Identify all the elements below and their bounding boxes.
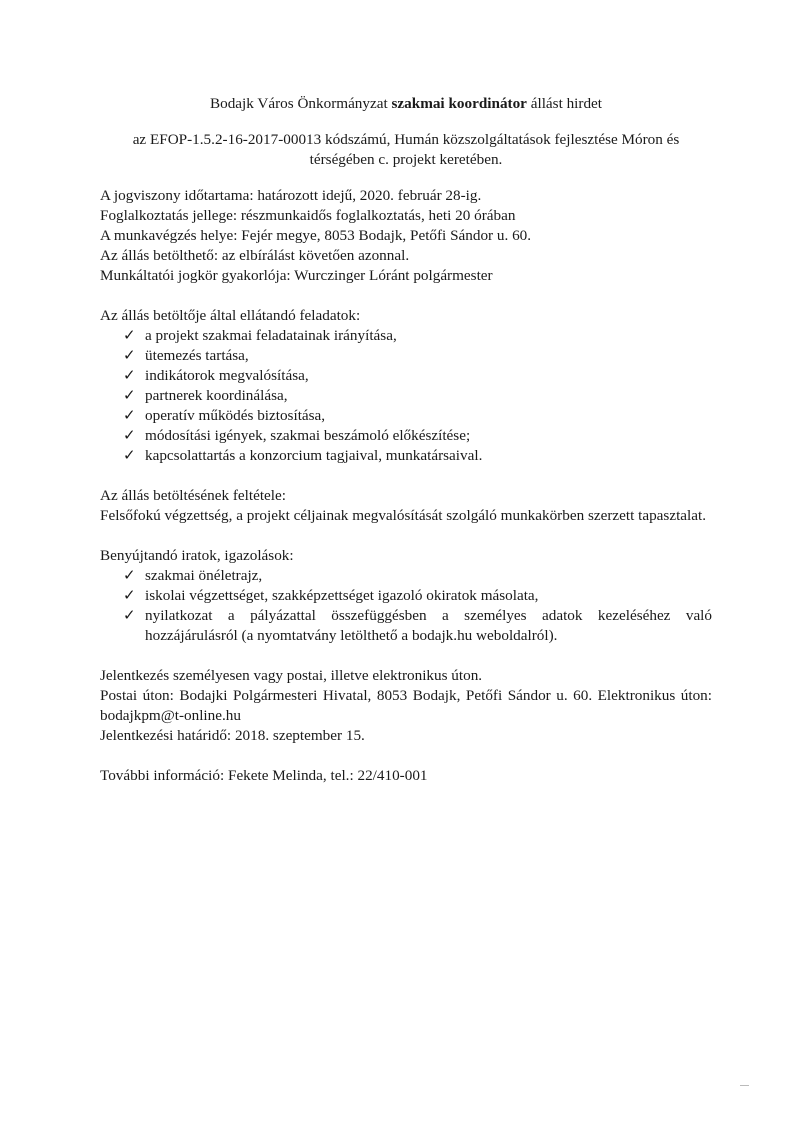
application-address: Postai úton: Bodajki Polgármesteri Hivatal, 8053 Bodajk, Petőfi Sándor u. 60. Elektronikus úton: bodajkpm@t-online.hu (100, 687, 712, 724)
document-body (100, 94, 712, 806)
scan-artifact (740, 1085, 749, 1086)
check-icon: ✓ (123, 587, 136, 604)
announcement-title (100, 94, 712, 114)
application-deadline: Jelentkezési határidő: 2018. szeptember 15. (100, 727, 365, 744)
tasks-heading: Az állás betöltője által ellátandó feladatok: (100, 307, 361, 324)
requirements-section (100, 486, 712, 526)
check-icon: ✓ (123, 367, 136, 384)
term-employer: Munkáltatói jogkör gyakorlója: Wurczinger Lóránt polgármester (100, 267, 493, 284)
term-employment-type: Foglalkoztatás jellege: részmunkaidős foglalkoztatás, heti 20 órában (100, 207, 516, 224)
list-item: ✓ a projekt szakmai feladatainak irányítása, (123, 327, 397, 344)
list-item: ✓ nyilatkozat a pályázattal összefüggésben a személyes adatok kezeléséhez való hozzájárulásról (a nyomtatvány letölthető a bodajk.hu weboldalról). (123, 607, 712, 644)
title-prefix: Bodajk Város Önkormányzat (209, 95, 392, 112)
list-item: ✓ módosítási igények, szakmai beszámoló előkészítése; (123, 427, 471, 444)
documents-section (100, 546, 712, 646)
title-suffix: állást hirdet (526, 95, 603, 112)
requirements-heading: Az állás betöltésének feltétele: (100, 487, 286, 504)
check-icon: ✓ (123, 427, 136, 444)
term-start: Az állás betölthető: az elbírálást követően azonnal. (100, 247, 410, 264)
list-item: ✓ ütemezés tartása, (123, 347, 249, 364)
list-item: ✓ iskolai végzettséget, szakképzettséget igazoló okiratok másolata, (123, 587, 539, 604)
check-icon: ✓ (123, 327, 136, 344)
position-name: szakmai koordinátor (391, 95, 527, 112)
check-icon: ✓ (123, 567, 136, 584)
list-item: ✓ kapcsolattartás a konzorcium tagjaival, munkatársaival. (123, 447, 483, 464)
application-section (100, 666, 712, 746)
check-icon: ✓ (123, 447, 136, 464)
check-icon: ✓ (123, 607, 136, 624)
check-icon: ✓ (123, 347, 136, 364)
contact-info: További információ: Fekete Melinda, tel.: 22/410-001 (100, 767, 428, 784)
check-icon: ✓ (123, 387, 136, 404)
list-item: ✓ operatív működés biztosítása, (123, 407, 326, 424)
documents-heading: Benyújtandó iratok, igazolások: (100, 547, 294, 564)
employment-terms (100, 186, 712, 286)
list-item: ✓ partnerek koordinálása, (123, 387, 288, 404)
project-reference: az EFOP-1.5.2-16-2017-00013 kódszámú, Humán közszolgáltatások fejlesztése Móron és térségében c. projekt keretében. (132, 131, 680, 168)
term-duration: A jogviszony időtartama: határozott idejű, 2020. február 28-ig. (100, 187, 482, 204)
contact-section (100, 766, 712, 786)
list-item: ✓ indikátorok megvalósítása, (123, 367, 309, 384)
tasks-list (100, 326, 712, 466)
tasks-section (100, 306, 712, 466)
list-item: ✓ szakmai önéletrajz, (123, 567, 263, 584)
application-methods: Jelentkezés személyesen vagy postai, illetve elektronikus úton. (100, 667, 483, 684)
term-workplace: A munkavégzés helye: Fejér megye, 8053 Bodajk, Petőfi Sándor u. 60. (100, 227, 532, 244)
requirements-text: Felsőfokú végzettség, a projekt céljainak megvalósítását szolgáló munkakörben szerzett tapasztalat. (100, 507, 707, 524)
documents-list (100, 566, 712, 646)
announcement-header (100, 94, 712, 170)
check-icon: ✓ (123, 407, 136, 424)
